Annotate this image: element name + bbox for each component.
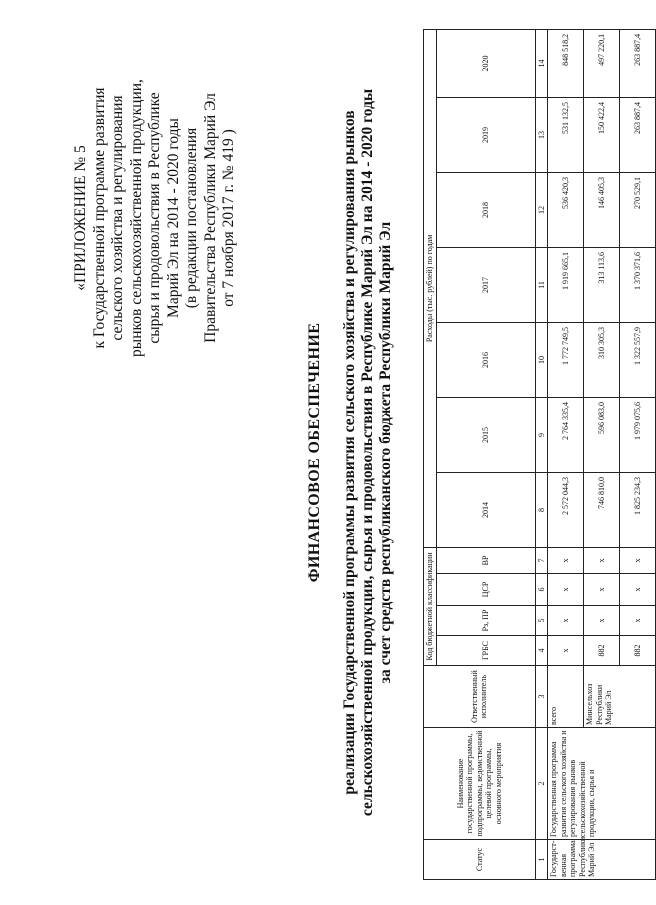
code-cell: x: [584, 606, 620, 636]
header-year: 2019: [436, 97, 535, 172]
header-year: 2018: [436, 172, 535, 247]
document-subtitle-line: за счет средств республиканского бюджета Республики Марий Эл: [377, 221, 394, 684]
column-index: 12: [535, 172, 548, 247]
value-cell: 150 422,4: [584, 97, 620, 172]
column-index-row: [535, 29, 548, 879]
appendix-line: от 7 ноября 2017 г. № 419 ): [220, 129, 237, 307]
value-cell: 1 979 075,6: [620, 397, 656, 472]
header-year: 2016: [436, 322, 535, 397]
value-cell: 263 887,4: [620, 97, 656, 172]
code-cell: 882: [584, 636, 620, 666]
column-index: 9: [535, 397, 548, 472]
code-cell: x: [584, 547, 620, 573]
appendix-line: Марий Эл на 2014 - 2020 годы: [164, 118, 182, 318]
value-cell: 263 887,4: [620, 29, 656, 97]
header-code-col: ЦСР: [436, 574, 535, 606]
column-index: 6: [535, 574, 548, 606]
status-cell: Государст- венная программа Республики Марий Эл: [548, 840, 656, 880]
code-cell: x: [548, 606, 584, 636]
code-cell: x: [548, 574, 584, 606]
code-cell: x: [620, 547, 656, 573]
header-budget-code: Код бюджетной классификации: [424, 547, 437, 665]
value-cell: 310 305,3: [584, 322, 620, 397]
header-expenses: Расходы (тыс. рублей) по годам: [424, 29, 437, 547]
code-cell: x: [620, 574, 656, 606]
document-title: ФИНАНСОВОЕ ОБЕСПЕЧЕНИЕ: [306, 322, 323, 583]
document-subtitle-line: реализации Государственной программы развития сельского хозяйства и регулирования рынков: [341, 110, 358, 795]
value-cell: 848 518,2: [548, 29, 584, 97]
column-index: 2: [535, 728, 548, 840]
header-code-col: ВР: [436, 547, 535, 573]
value-cell: 531 132,5: [548, 97, 584, 172]
column-index: 3: [535, 666, 548, 728]
column-index: 10: [535, 322, 548, 397]
appendix-line: сельского хозяйства и регулирования: [109, 95, 126, 341]
code-cell: x: [548, 547, 584, 573]
value-cell: 1 825 234,3: [620, 472, 656, 547]
code-cell: x: [620, 606, 656, 636]
value-cell: 146 405,3: [584, 172, 620, 247]
column-index: 7: [535, 547, 548, 573]
document-subtitle-line: сельскохозяйственной продукции, сырья и продовольствия в Республике Марий Эл на 2014 - 2020 годы: [359, 88, 376, 817]
column-index: 4: [535, 636, 548, 666]
code-cell: x: [548, 636, 584, 666]
header-year: 2017: [436, 247, 535, 322]
value-cell: 1 322 557,9: [620, 322, 656, 397]
header-status: Статус: [424, 840, 536, 880]
value-cell: 596 083,0: [584, 397, 620, 472]
column-index: 13: [535, 97, 548, 172]
header-year: 2015: [436, 397, 535, 472]
value-cell: 1 772 749,5: [548, 322, 584, 397]
value-cell: 1 370 371,6: [620, 247, 656, 322]
value-cell: 270 529,1: [620, 172, 656, 247]
value-cell: 1 919 665,1: [548, 247, 584, 322]
header-year: 2014: [436, 472, 535, 547]
code-cell: 882: [620, 636, 656, 666]
appendix-line: к Государственной программе развития: [90, 87, 108, 349]
header-code-col: ГРБС: [436, 636, 535, 666]
code-cell: x: [584, 574, 620, 606]
header-name: Наименование государственной программы, подпрограммы, ведомственной целевой программы, основного мероприятия: [424, 728, 536, 840]
value-cell: 2 572 044,3: [548, 472, 584, 547]
value-cell: 497 220,1: [584, 29, 620, 97]
column-index: 5: [535, 606, 548, 636]
header-executor: Ответственный исполнитель: [424, 666, 536, 728]
column-index: 11: [535, 247, 548, 322]
executor-cell: всего: [548, 666, 584, 728]
column-index: 14: [535, 29, 548, 97]
appendix-line: рынков сельскохозяйственной продукции,: [127, 79, 145, 357]
financing-table: [423, 29, 656, 880]
header-code-col: Рз, ПР: [436, 606, 535, 636]
value-cell: 536 420,3: [548, 172, 584, 247]
appendix-line: (в редакции постановления: [183, 127, 200, 309]
value-cell: 746 810,0: [584, 472, 620, 547]
column-index: 8: [535, 472, 548, 547]
value-cell: 2 764 335,4: [548, 397, 584, 472]
table-row: [548, 29, 584, 879]
appendix-block: [72, 33, 239, 403]
header-year: 2020: [436, 29, 535, 97]
appendix-line: Правительства Республики Марий Эл: [201, 93, 219, 343]
appendix-line: «ПРИЛОЖЕНИЕ № 5: [72, 145, 89, 291]
program-name-cell: Государственная программа развития сельского хозяйства и регулирования рынков сельскохозяйственной продукции, сырья и: [548, 728, 656, 840]
executor-cell: Минсельхоз Республики Марий Эл: [584, 666, 656, 728]
column-index: 1: [535, 840, 548, 880]
appendix-line: сырья и продовольствия в Республике: [146, 92, 163, 344]
value-cell: 313 113,6: [584, 247, 620, 322]
